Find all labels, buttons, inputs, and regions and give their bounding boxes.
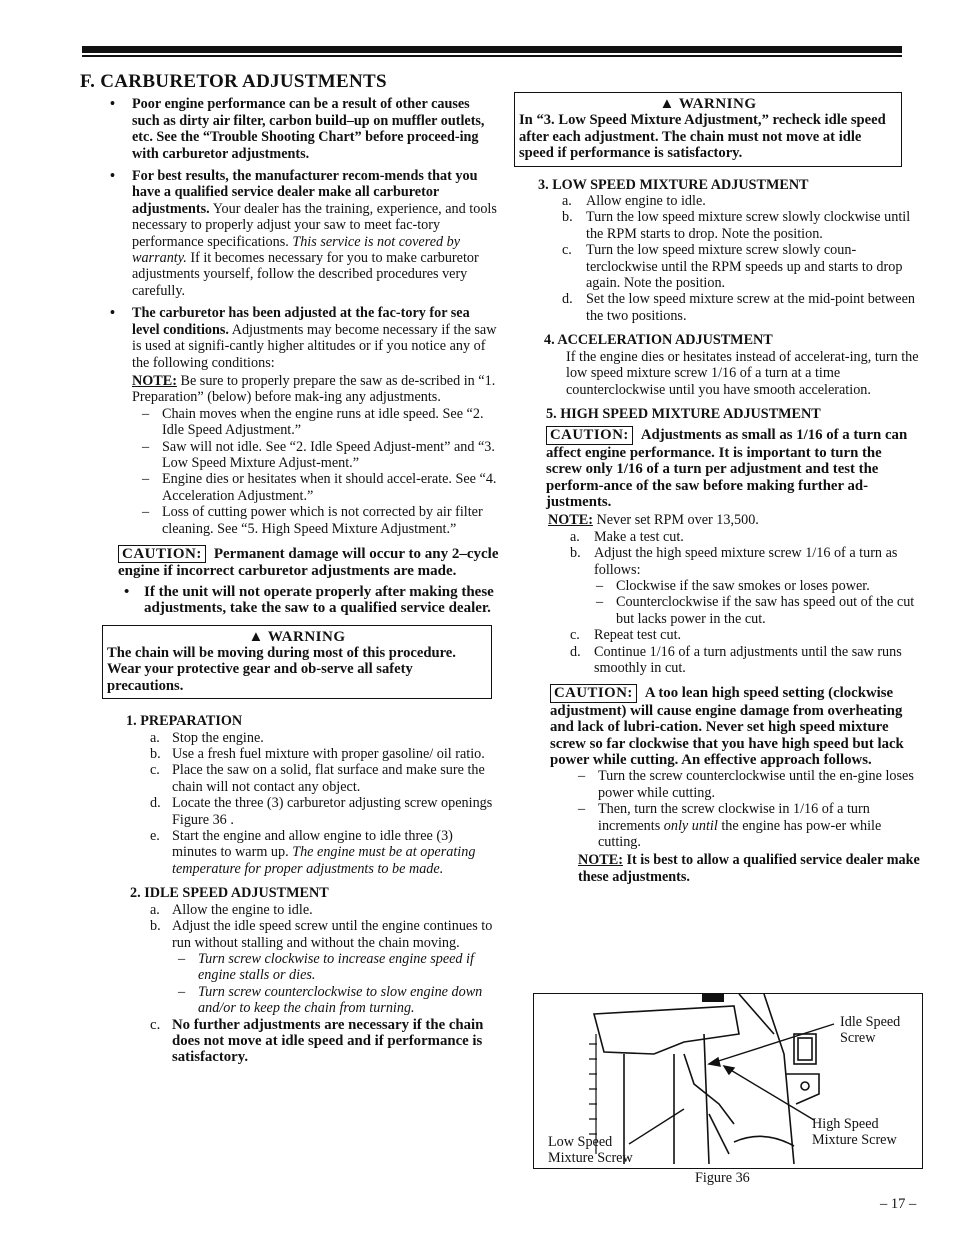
subitem-text: Clockwise if the saw smokes or loses power.: [616, 577, 870, 594]
bullet-best-results: [80, 168, 500, 299]
item-text: Use a fresh fuel mixture with proper gasoline/ oil ratio.: [172, 746, 485, 763]
item-text: Set the low speed mixture screw at the mid-point between the two positions.: [586, 291, 915, 324]
item-text: Adjust the high speed mixture screw 1/16 of a turn as follows:: [594, 545, 898, 578]
item-text: Stop the engine.: [172, 729, 264, 746]
housing-edge: [704, 1034, 709, 1164]
prep-item: [80, 762, 500, 795]
warning-box-chain: [102, 625, 492, 700]
step-italic: only until: [663, 817, 718, 834]
item-text: No further adjustments are necessary if the chain does not move at idle speed and if performance is satisfactory.: [172, 1016, 484, 1066]
bullet-service-dealer: [80, 584, 500, 617]
low-item: [512, 242, 920, 291]
caution-text: Permanent damage will occur to any 2–cycle engine if incorrect carburetor adjustments are made.: [118, 545, 499, 580]
item-letter: d.: [562, 291, 573, 308]
item-letter: a.: [562, 193, 572, 210]
item-letter: b.: [150, 918, 161, 935]
idle-item: [80, 918, 500, 951]
note-label: NOTE:: [548, 512, 593, 529]
item-text: Locate the three (3) carburetor adjusting screw openings Figure 36 .: [172, 795, 493, 828]
low-item: [512, 291, 920, 324]
item-text: Place the saw on a solid, flat surface and make sure the chain will not contact any object.: [172, 762, 485, 795]
lean-step: – Turn the screw counterclockwise until the en-gine loses power while cutting.: [578, 768, 914, 801]
low-screw-channel: [709, 1114, 729, 1154]
condition-text: Chain moves when the engine runs at idle speed. See “2. Idle Speed Adjustment.”: [162, 405, 484, 439]
low-item: [512, 209, 920, 242]
housing-edge: [764, 994, 794, 1164]
note-label: NOTE:: [578, 852, 623, 869]
note-text: Be sure to properly prepare the saw as de-scribed in “1. Preparation” (below) before mak-ing any adjustments.: [132, 372, 496, 406]
page-number: – 17 –: [880, 1196, 917, 1212]
bullet-bold-text: For best results, the manufacturer recom-mends that you have a qualified service dealer make all carburetor adjustments.: [132, 168, 478, 217]
item-letter: d.: [150, 795, 161, 812]
note-text: Never set RPM over 13,500.: [596, 512, 759, 529]
label-high-speed-screw: High Speed Mixture Screw: [812, 1116, 897, 1148]
acceleration-text: If the engine dies or hesitates instead of accelerat-ing, turn the low speed mixture screw 1/16 of a turn at a time counterclockwise until you have smooth acceleration.: [566, 348, 919, 398]
item-letter: e.: [150, 828, 160, 845]
item-letter: c.: [150, 1016, 161, 1033]
warning-text: In “3. Low Speed Mixture Adjustment,” recheck idle speed after each adjustment. The chain must not move at idle speed if performance is satisfactory.: [519, 112, 886, 162]
top-rule: [82, 46, 902, 53]
bullet-dot: •: [124, 583, 130, 600]
item-letter: c.: [562, 242, 572, 259]
housing-outline: [594, 1006, 739, 1054]
note-preparation: [80, 373, 500, 406]
caution-label: CAUTION:: [118, 545, 206, 563]
bottom-curve: [734, 1136, 794, 1146]
top-rule-thin: [82, 55, 902, 57]
item-letter: d.: [570, 643, 581, 660]
step-text: Then, turn the screw clockwise in 1/16 of a turn increments: [598, 801, 870, 834]
item-letter: a.: [570, 528, 580, 545]
bullet-dot: •: [110, 168, 115, 185]
idle-screw-inner: [798, 1038, 812, 1060]
step-text: Turn the screw counterclockwise until the en-gine loses power while cutting.: [598, 768, 914, 801]
high-item: [512, 529, 920, 545]
idle-subitem: – Turn screw clockwise to increase engine speed if engine stalls or dies.: [178, 950, 474, 984]
bullet-text: Poor engine performance can be a result of other causes such as dirty air filter, carbon build–up on muffler outlets, etc. See the “Trouble Shooting Chart” before proceed-ing with carburetor adjustments.: [132, 96, 485, 162]
figure-36: [533, 993, 923, 1169]
housing-edge: [739, 994, 774, 1034]
high-screw-head: [801, 1082, 809, 1090]
item-letter: b.: [562, 209, 573, 226]
caution-high-speed: [512, 426, 920, 510]
item-italic-text: The engine must be at operating temperature for proper adjustments to be made.: [172, 844, 476, 877]
note-text: It is best to allow a qualified service dealer make these adjustments.: [578, 852, 920, 885]
item-text: Turn the low speed mixture screw slowly clockwise until the RPM starts to drop. Note the position.: [586, 209, 911, 242]
idle-item: [80, 1017, 500, 1066]
subitem-text: Counterclockwise if the saw has speed out of the cut but lacks power in the cut.: [616, 594, 915, 627]
caution-permanent-damage: [80, 545, 500, 580]
bullet-sea-level: [80, 305, 500, 371]
step-text-tail: the engine has pow-er while cutting.: [598, 817, 882, 851]
item-letter: c.: [570, 627, 580, 644]
heading-low-speed: 3. LOW SPEED MIXTURE ADJUSTMENT: [538, 176, 809, 193]
heading-high-speed: 5. HIGH SPEED MIXTURE ADJUSTMENT: [546, 405, 821, 422]
warning-title-text: WARNING: [267, 628, 346, 645]
figure-caption: Figure 36: [695, 1170, 750, 1186]
bullet-bold-text: The carburetor has been adjusted at the fac-tory for sea level conditions.: [132, 305, 470, 338]
warning-title: [107, 629, 487, 645]
warranty-text: This service is not covered by warranty.: [132, 233, 461, 267]
top-mark: [702, 994, 724, 1002]
item-text: Adjust the idle speed screw until the engine continues to run without stalling and without the chain moving.: [172, 918, 493, 951]
note-dealer: [512, 852, 920, 885]
condition-item: – Engine dies or hesitates when it should accel-erate. See “4. Acceleration Adjustment.”: [142, 471, 497, 504]
item-letter: b.: [150, 746, 161, 763]
condition-item: – Saw will not idle. See “2. Idle Speed Adjust-ment” and “3. Low Speed Mixture Adjust-ment.”: [142, 438, 495, 471]
condition-text: Loss of cutting power which is not corrected by air filter cleaning. See “5. High Speed Mixture Adjustment.”: [162, 504, 483, 537]
bullet-performance: [80, 96, 500, 162]
section-title: F. CARBURETOR ADJUSTMENTS: [80, 71, 387, 92]
warning-box-low-speed: [514, 92, 902, 167]
caution-text: Adjustments as small as 1/16 of a turn can affect engine performance. It is important to turn the screw only 1/16 of a turn per adjustment and test the perform-ance of the saw before making further ad-justments.: [546, 427, 908, 510]
warning-title: [519, 96, 897, 112]
caution-label: CAUTION:: [550, 684, 637, 702]
high-item: [512, 644, 920, 677]
item-text: Continue 1/16 of a turn adjustments until the saw runs smoothly in cut.: [594, 643, 902, 676]
heading-idle-speed: 2. IDLE SPEED ADJUSTMENT: [130, 885, 329, 902]
condition-text: Saw will not idle. See “2. Idle Speed Adjust-ment” and “3. Low Speed Mixture Adjust-ment.”: [162, 438, 495, 471]
item-letter: b.: [570, 545, 581, 562]
left-column: [80, 71, 500, 1066]
heading-acceleration: 4. ACCELERATION ADJUSTMENT: [544, 332, 773, 349]
caution-text: A too lean high speed setting (clockwise adjustment) will cause engine damage from overheating and lack of lubri-cation. Never set high speed mixture screw so far clockwise that you have high speed but lack power while cutting. An effective approach follows.: [550, 685, 904, 769]
item-text: Make a test cut.: [594, 528, 684, 545]
item-text: Allow the engine to idle.: [172, 901, 313, 918]
caution-label: CAUTION:: [546, 426, 633, 444]
subitem-text: Turn screw clockwise to increase engine speed if engine stalls or dies.: [198, 950, 474, 984]
label-low-speed-screw: Low Speed Mixture Screw: [548, 1134, 633, 1166]
item-text: Start the engine and allow engine to idle three (3) minutes to warm up.: [172, 828, 453, 861]
item-letter: c.: [150, 762, 160, 779]
item-letter: a.: [150, 901, 160, 918]
prep-item: [80, 828, 500, 877]
bullet-dot: •: [110, 305, 115, 322]
condition-text: Engine dies or hesitates when it should accel-erate. See “4. Acceleration Adjustment.”: [162, 471, 497, 504]
warning-text: The chain will be moving during most of this procedure. Wear your protective gear and ob-serve all safety precautions.: [107, 645, 456, 694]
subitem-text: Turn screw counterclockwise to slow engine down and/or to keep the chain from turning.: [198, 983, 483, 1017]
bullet-text: Adjustments may become necessary if the saw is used at signifi-cantly higher altitudes or if you notice any of the following conditions:: [132, 321, 497, 371]
high-subitem: – Counterclockwise if the saw has speed out of the cut but lacks power in the cut.: [596, 594, 915, 627]
idle-subitem: – Turn screw counterclockwise to slow engine down and/or to keep the chain from turning.: [178, 983, 483, 1017]
high-item: [512, 545, 920, 578]
item-text: Turn the low speed mixture screw slowly coun-terclockwise until the RPM speeds up and starts to drop again. Note the position.: [586, 242, 903, 292]
prep-item: [80, 746, 500, 762]
condition-item: – Loss of cutting power which is not corrected by air filter cleaning. See “5. High Speed Mixture Adjustment.”: [142, 504, 483, 537]
idle-pointer-arrow: [709, 1058, 720, 1066]
condition-item: – Chain moves when the engine runs at idle speed. See “2. Idle Speed Adjustment.”: [142, 405, 484, 439]
prep-item: [80, 795, 500, 828]
high-item: [512, 627, 920, 643]
caution-too-lean: [512, 684, 920, 768]
bullet-text: Your dealer has the training, experience, and tools necessary to properly adjust your saw to meet fac-tory performance specifications.: [132, 200, 497, 250]
note-label: NOTE:: [132, 372, 177, 389]
item-text: Allow engine to idle.: [586, 193, 706, 210]
bullet-text: If the unit will not operate properly after making these adjustments, take the saw to a qualified service dealer.: [144, 583, 494, 617]
warning-triangle-icon: ▲: [659, 96, 675, 112]
item-letter: a.: [150, 729, 160, 746]
bullet-text-2: If it becomes necessary for you to make carburetor adjustments yourself, follow the described procedures very carefully.: [132, 250, 479, 299]
bullet-dot: •: [110, 96, 115, 113]
high-subitem: – Clockwise if the saw smokes or loses power.: [596, 577, 870, 594]
label-idle-speed-screw: Idle Speed Screw: [840, 1014, 901, 1046]
low-item: [512, 193, 920, 209]
warning-title-text: WARNING: [678, 96, 757, 112]
item-text: Repeat test cut.: [594, 627, 682, 644]
note-rpm: [512, 512, 920, 528]
high-pointer-arrow: [724, 1066, 734, 1074]
right-column: [512, 92, 920, 885]
lean-step: – Then, turn the screw clockwise in 1/16 of a turn increments only until the engine has pow-er while cutting.: [578, 801, 882, 851]
prep-item: [80, 730, 500, 746]
heading-preparation: 1. PREPARATION: [126, 713, 243, 730]
warning-triangle-icon: ▲: [248, 628, 264, 645]
idle-item: [80, 902, 500, 918]
